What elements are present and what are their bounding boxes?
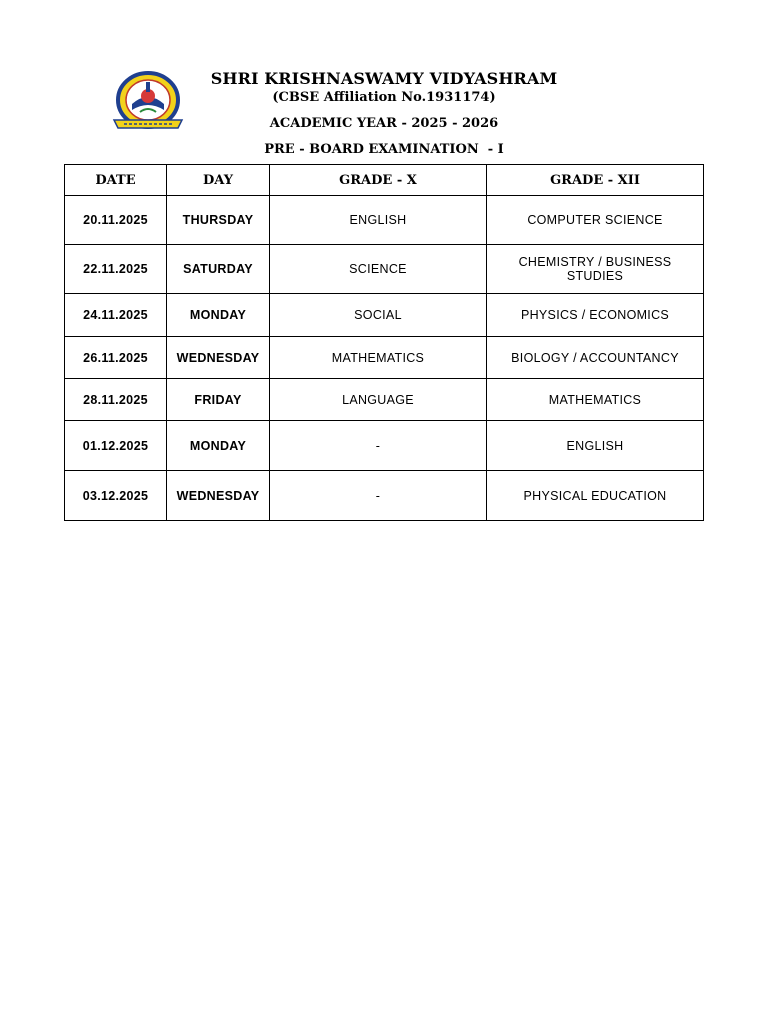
grade-xii-cell: MATHEMATICS [487,379,704,421]
grade-x-cell: LANGUAGE [270,379,487,421]
exam-title: PRE - BOARD EXAMINATION - I [264,142,504,157]
day-cell: MONDAY [167,294,270,337]
grade-x-cell: MATHEMATICS [270,337,487,379]
column-header-grade-xii: GRADE - XII [487,165,704,196]
date-cell: 22.11.2025 [65,245,167,294]
document-header [0,0,768,160]
table-row [65,471,704,521]
date-cell: 03.12.2025 [65,471,167,521]
academic-year: ACADEMIC YEAR - 2025 - 2026 [269,116,499,131]
grade-x-cell: - [270,471,487,521]
date-cell: 01.12.2025 [65,421,167,471]
table-row [65,379,704,421]
grade-xii-cell: COMPUTER SCIENCE [487,196,704,245]
column-header-grade-x: GRADE - X [270,165,487,196]
grade-x-cell: - [270,421,487,471]
table-row [65,294,704,337]
grade-x-cell: ENGLISH [270,196,487,245]
column-header-day: DAY [167,165,270,196]
table-row [65,245,704,294]
table-row [65,421,704,471]
day-cell: FRIDAY [167,379,270,421]
date-cell: 28.11.2025 [65,379,167,421]
grade-xii-cell: CHEMISTRY / BUSINESS STUDIES [487,245,704,294]
column-header-date: DATE [65,165,167,196]
affiliation-number: (CBSE Affiliation No.1931174) [272,90,496,105]
date-cell: 20.11.2025 [65,196,167,245]
grade-x-cell: SCIENCE [270,245,487,294]
school-name: SHRI KRISHNASWAMY VIDYASHRAM [210,69,558,88]
table-row [65,337,704,379]
day-cell: THURSDAY [167,196,270,245]
day-cell: MONDAY [167,421,270,471]
day-cell: SATURDAY [167,245,270,294]
grade-xii-cell: ENGLISH [487,421,704,471]
table-row [65,196,704,245]
grade-xii-cell: PHYSICS / ECONOMICS [487,294,704,337]
table-header-row [65,165,704,196]
grade-x-cell: SOCIAL [270,294,487,337]
grade-xii-cell: BIOLOGY / ACCOUNTANCY [487,337,704,379]
day-cell: WEDNESDAY [167,337,270,379]
day-cell: WEDNESDAY [167,471,270,521]
grade-xii-cell: PHYSICAL EDUCATION [487,471,704,521]
date-cell: 24.11.2025 [65,294,167,337]
exam-schedule-table [64,164,704,521]
date-cell: 26.11.2025 [65,337,167,379]
